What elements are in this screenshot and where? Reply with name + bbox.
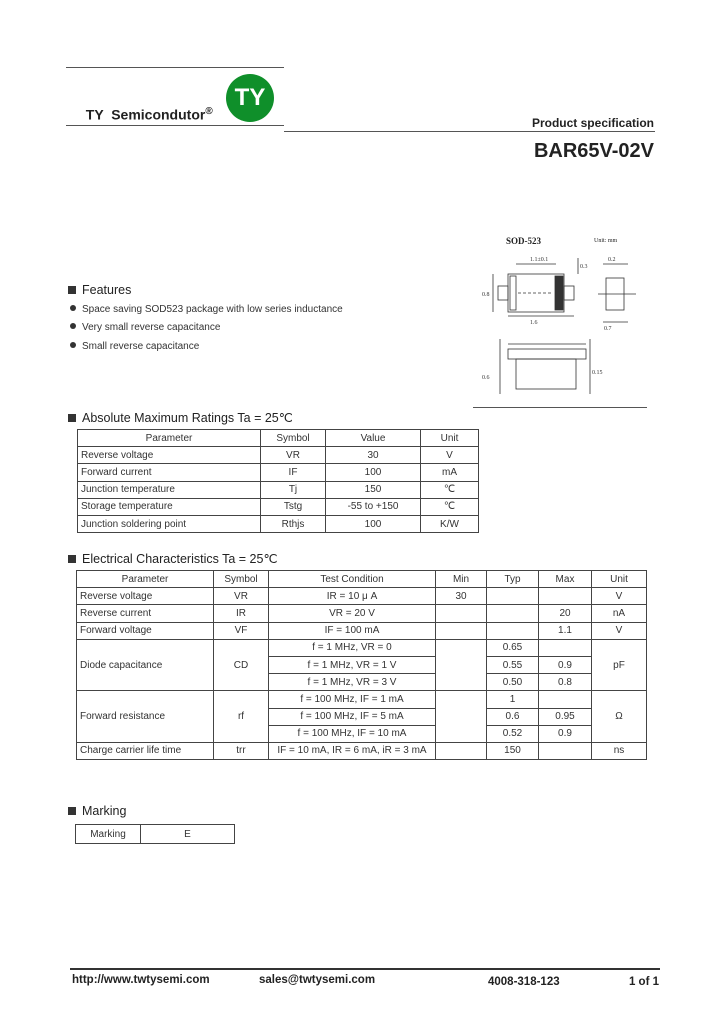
cell: V	[592, 588, 647, 605]
table-header-row	[78, 430, 479, 447]
cell: f = 1 MHz, VR = 0	[269, 639, 436, 656]
dim-6: 0.15	[592, 370, 603, 376]
abs-max-table	[77, 429, 479, 533]
cell: rf	[214, 691, 269, 743]
cell: Charge carrier life time	[77, 742, 214, 759]
elec-table	[76, 570, 647, 760]
package-name: SOD-523	[506, 236, 542, 246]
cell	[487, 622, 539, 639]
cell: f = 1 MHz, VR = 3 V	[269, 674, 436, 691]
table-row	[78, 447, 479, 464]
feature-text: Very small reverse capacitance	[82, 322, 221, 333]
part-number: BAR65V-02V	[533, 140, 654, 162]
cell: 1.1	[539, 622, 592, 639]
col-header: Min	[436, 571, 487, 588]
cell: V	[421, 447, 479, 464]
cell: IF	[261, 464, 326, 481]
section-square-icon	[68, 414, 76, 422]
table-row	[77, 605, 647, 622]
cell: 0.52	[487, 725, 539, 742]
col-header: Symbol	[261, 430, 326, 447]
feature-item	[70, 322, 220, 333]
cell: VR	[214, 588, 269, 605]
col-header: Unit	[421, 430, 479, 447]
marking-title: Marking	[82, 804, 127, 818]
features-heading	[68, 283, 131, 297]
cell	[436, 605, 487, 622]
marking-label: Marking	[76, 825, 141, 844]
cell: f = 100 MHz, IF = 1 mA	[269, 691, 436, 708]
feature-item	[70, 304, 343, 315]
cell: IF = 10 mA, IR = 6 mA, iR = 3 mA	[269, 742, 436, 759]
elec-title: Electrical Characteristics Ta = 25℃	[82, 552, 278, 566]
col-header: Test Condition	[269, 571, 436, 588]
feature-text: Small reverse capacitance	[82, 341, 200, 352]
cell: Tj	[261, 481, 326, 498]
cell: CD	[214, 639, 269, 691]
table-row	[78, 515, 479, 532]
features-title: Features	[82, 283, 132, 297]
dim-1: 1.1±0.1	[530, 257, 549, 263]
footer-page: 1 of 1	[628, 976, 659, 988]
cell	[436, 742, 487, 759]
table-row	[78, 481, 479, 498]
cell: Storage temperature	[78, 498, 261, 515]
company-logo	[226, 74, 274, 122]
cell: ns	[592, 742, 647, 759]
registered-mark: ®	[205, 106, 213, 117]
section-square-icon	[68, 807, 76, 815]
abs-max-title: Absolute Maximum Ratings Ta = 25℃	[82, 411, 293, 425]
table-row	[76, 825, 235, 844]
footer-email[interactable]: sales@twtysemi.com	[259, 974, 376, 986]
cell: 0.50	[487, 674, 539, 691]
col-header: Symbol	[214, 571, 269, 588]
cell: 0.65	[487, 639, 539, 656]
package-drawing	[478, 244, 648, 410]
dim-3: 1.6	[530, 320, 538, 326]
cell: VF	[214, 622, 269, 639]
cell: 150	[487, 742, 539, 759]
cell: 30	[326, 447, 421, 464]
col-header: Value	[326, 430, 421, 447]
company-name	[78, 90, 213, 123]
cell: K/W	[421, 515, 479, 532]
table-header-row	[77, 571, 647, 588]
dim-4: 0.8	[482, 292, 490, 298]
marking-table	[75, 824, 235, 844]
company-name-text: TY Semicondutor	[85, 106, 206, 123]
col-header: Parameter	[78, 430, 261, 447]
cell: IR	[214, 605, 269, 622]
cell	[487, 588, 539, 605]
cell: ℃	[421, 498, 479, 515]
section-square-icon	[68, 555, 76, 563]
table-row	[77, 742, 647, 759]
cell: f = 100 MHz, IF = 10 mA	[269, 725, 436, 742]
elec-heading	[68, 551, 277, 566]
cell: Reverse current	[77, 605, 214, 622]
cell	[436, 622, 487, 639]
cell	[436, 691, 487, 743]
cell: IF = 100 mA	[269, 622, 436, 639]
section-square-icon	[68, 286, 76, 294]
package-rule	[473, 407, 647, 408]
package-unit: Unit: mm	[594, 238, 618, 244]
marking-heading	[68, 804, 126, 818]
cell: Junction soldering point	[78, 515, 261, 532]
cell: Reverse voltage	[78, 447, 261, 464]
dim-5: 0.2	[608, 257, 616, 263]
dim-8: 0.6	[482, 375, 490, 381]
marking-value: E	[141, 825, 235, 844]
cell: pF	[592, 639, 647, 691]
cell: f = 100 MHz, IF = 5 mA	[269, 708, 436, 725]
col-header: Parameter	[77, 571, 214, 588]
cell: trr	[214, 742, 269, 759]
cell: Forward current	[78, 464, 261, 481]
col-header: Max	[539, 571, 592, 588]
cell: mA	[421, 464, 479, 481]
cell: 100	[326, 515, 421, 532]
cell: nA	[592, 605, 647, 622]
cell: ℃	[421, 481, 479, 498]
cell: -55 to +150	[326, 498, 421, 515]
footer-rule	[70, 968, 660, 970]
cell: Forward voltage	[77, 622, 214, 639]
cell: 150	[326, 481, 421, 498]
cell: IR = 10 μ A	[269, 588, 436, 605]
dim-2: 0.3	[580, 264, 588, 270]
feature-text: Space saving SOD523 package with low series inductance	[82, 304, 343, 315]
bullet-icon	[70, 305, 76, 311]
doc-type: Product specification	[531, 116, 654, 130]
cell: 0.55	[487, 656, 539, 673]
header-right-rule	[284, 131, 655, 132]
cell: Forward resistance	[77, 691, 214, 743]
table-row	[77, 639, 647, 656]
logo-text: TY	[234, 84, 266, 111]
bullet-icon	[70, 342, 76, 348]
cell: 0.95	[539, 708, 592, 725]
cell: 100	[326, 464, 421, 481]
cell: 1	[487, 691, 539, 708]
cell: 0.9	[539, 656, 592, 673]
cell: 0.6	[487, 708, 539, 725]
cell: Tstg	[261, 498, 326, 515]
table-row	[77, 588, 647, 605]
footer-website[interactable]: http://www.twtysemi.com	[72, 974, 210, 986]
cell: Junction temperature	[78, 481, 261, 498]
header-mid-rule	[66, 125, 284, 126]
cell: Rthjs	[261, 515, 326, 532]
bullet-icon	[70, 323, 76, 329]
table-row	[78, 498, 479, 515]
cell: 30	[436, 588, 487, 605]
feature-item	[70, 341, 199, 352]
cell	[539, 691, 592, 708]
cell	[539, 742, 592, 759]
col-header: Typ	[487, 571, 539, 588]
cell: 20	[539, 605, 592, 622]
cell: V	[592, 622, 647, 639]
cell: f = 1 MHz, VR = 1 V	[269, 656, 436, 673]
cell: VR	[261, 447, 326, 464]
cell: VR = 20 V	[269, 605, 436, 622]
cell: Diode capacitance	[77, 639, 214, 691]
table-row	[78, 464, 479, 481]
cell: Ω	[592, 691, 647, 743]
abs-max-heading	[68, 410, 293, 425]
table-row	[77, 691, 647, 708]
header-top-rule	[66, 67, 284, 68]
cell	[487, 605, 539, 622]
col-header: Unit	[592, 571, 647, 588]
cell: Reverse voltage	[77, 588, 214, 605]
cell: 0.9	[539, 725, 592, 742]
cell	[539, 588, 592, 605]
cell	[436, 639, 487, 691]
cell: 0.8	[539, 674, 592, 691]
footer-phone: 4008-318-123	[488, 976, 560, 988]
cell	[539, 639, 592, 656]
dim-7: 0.7	[604, 326, 612, 332]
table-row	[77, 622, 647, 639]
